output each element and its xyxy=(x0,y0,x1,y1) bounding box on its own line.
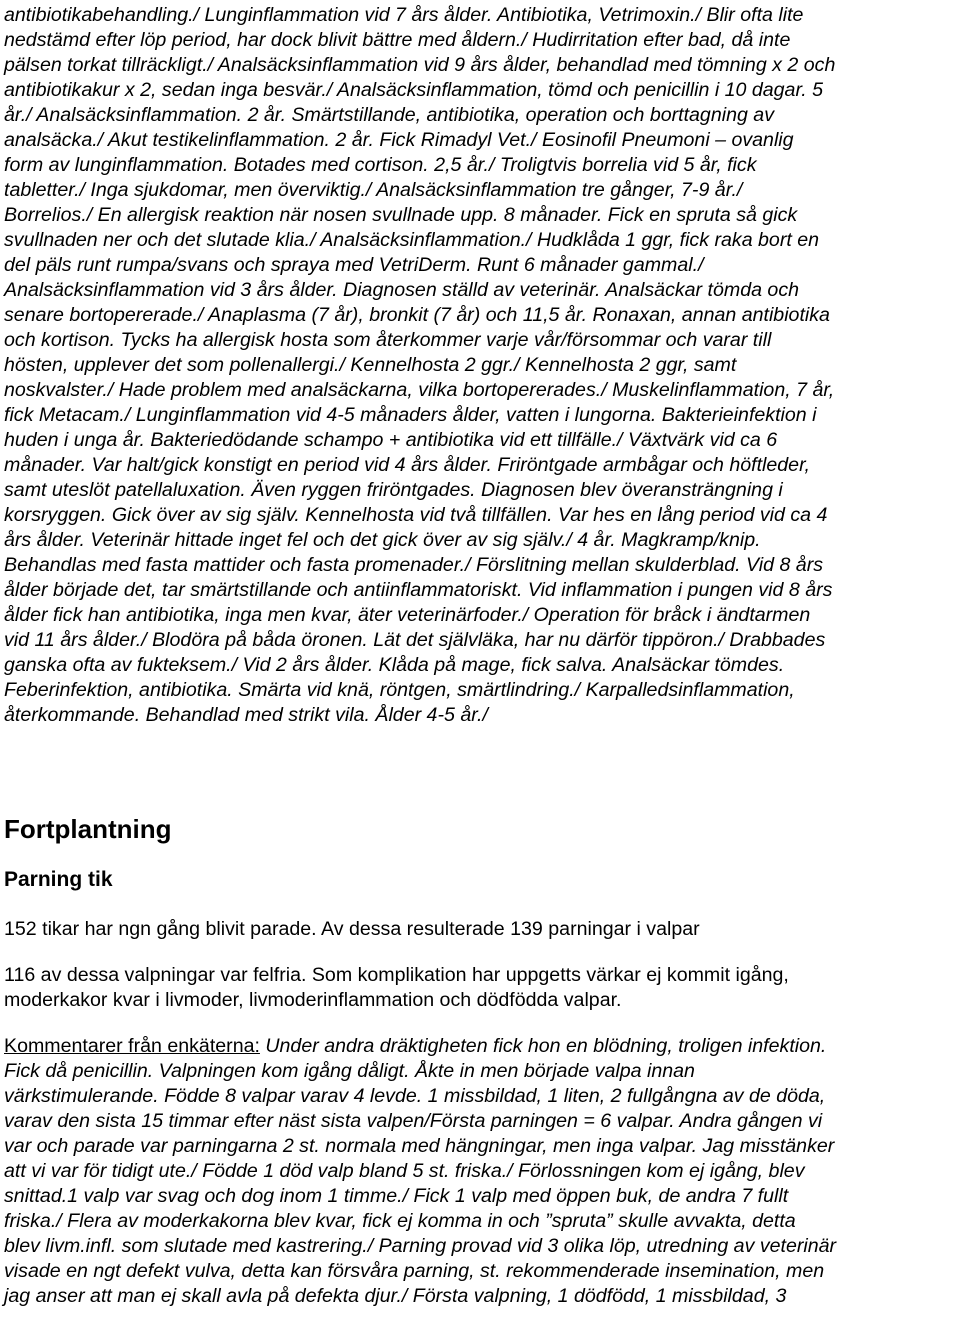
text-line: moderkakor kvar i livmoder, livmoderinflammation och dödfödda valpar. xyxy=(4,989,622,1011)
text-line: värkstimulerande. Födde 8 valpar varav 4 levde. 1 missbildad, 1 liten, 2 fullgångna av de döda, xyxy=(4,1085,826,1107)
text-line: samt uteslöt patellaluxation. Även ryggen friröntgades. Diagnosen blev överansträngning i xyxy=(4,479,783,501)
text-line: ganska ofta av fukteksem./ Vid 2 års ålder. Klåda på mage, fick salva. Analsäckar tömdes. xyxy=(4,654,785,676)
text-line: månader. Var halt/gick konstigt en period vid 4 års ålder. Friröntgade armbågar och höftleder, xyxy=(4,454,810,476)
text-line: noskvalster./ Hade problem med analsäckarna, vilka bortopererades./ Muskelinflammation, 7 år, xyxy=(4,379,835,401)
text-line: jag anser att man ej skall avla på defekta djur./ Första valpning, 1 dödfödd, 1 missbildad, 3 xyxy=(4,1285,787,1307)
text-line: och kortison. Tycks ha allergisk hosta som återkommer varje vår/försommar och varar till xyxy=(4,329,772,351)
text-line: ålder började det, tar smärtstillande och antiinflammatoriskt. Vid inflammation i pungen vid 8 års xyxy=(4,579,833,601)
text-line: pälsen torkat tillräckligt./ Analsäcksinflammation vid 9 års ålder, behandlad med tömning x 2 och xyxy=(4,54,836,76)
text-line: Fick då penicillin. Valpningen kom igång dåligt. Åkte in men började valpa innan xyxy=(4,1060,695,1082)
text-line: korsryggen. Gick över av sig själv. Kennelhosta vid två tillfällen. Var hes en lång period vid ca 4 xyxy=(4,504,828,526)
text-line: senare bortopererade./ Anaplasma (7 år), bronkit (7 år) och 11,5 år. Ronaxan, annan antibiotika xyxy=(4,304,830,326)
text-line: Behandlas med fasta mattider och fasta promenader./ Förslitning mellan skulderblad. Vid 8 års xyxy=(4,554,824,576)
text-line: år./ Analsäcksinflammation. 2 år. Smärtstillande, antibiotika, operation och borttagning av xyxy=(4,104,775,126)
text-line: svullnaden ner och det slutade klia./ Analsäcksinflammation./ Hudklåda 1 ggr, fick raka bort en xyxy=(4,229,820,251)
text-line: års ålder. Veterinär hittade inget fel och det gick över av sig själv./ 4 år. Magkramp/knip. xyxy=(4,529,761,551)
text-line: 116 av dessa valpningar var felfria. Som komplikation har uppgetts värkar ej kommit igång, xyxy=(4,964,789,986)
text-line: Borrelios./ En allergisk reaktion när nosen svullnade upp. 8 månader. Fick en spruta så gick xyxy=(4,204,798,226)
section-subtitle: Parning tik xyxy=(4,868,113,891)
text-line: analsäcka./ Akut testikelinflammation. 2 år. Fick Rimadyl Vet./ Eosinofil Pneumoni – ovanlig xyxy=(4,129,794,151)
text-line: återkommande. Behandlad med strikt vila. Ålder 4-5 år./ xyxy=(4,704,488,726)
text-line: att vi var för tidigt ute./ Födde 1 död valp bland 5 st. friska./ Förlossningen kom ej igång, blev xyxy=(4,1160,805,1182)
section-title: Fortplantning xyxy=(4,814,172,844)
text-line: vid 11 års ålder./ Blodöra på båda öronen. Lät det självläka, har nu därför tippöron./ Drabbades xyxy=(4,629,826,651)
text-line: fick Metacam./ Lunginflammation vid 4-5 månaders ålder, vatten i lungorna. Bakterieinfektion i xyxy=(4,404,817,426)
text-line: nedstämd efter löp period, har dock blivit bättre med åldern./ Hudirritation efter bad, då inte xyxy=(4,29,791,51)
text-line: antibiotikabehandling./ Lunginflammation vid 7 års ålder. Antibiotika, Vetrimoxin./ Blir ofta lite xyxy=(4,4,804,26)
comments-first-line xyxy=(4,1033,826,1059)
summary-paragraph: 152 tikar har ngn gång blivit parade. Av dessa resulterade 139 parningar i valpar xyxy=(4,918,700,940)
comments-label: Kommentarer från enkäterna: xyxy=(4,1035,260,1057)
text-line: del päls runt rumpa/svans och spraya med VetriDerm. Runt 6 månader gammal./ xyxy=(4,254,704,276)
text-line: visade en ngt defekt vulva, detta kan försvåra parning, st. rekommenderade insemination, men xyxy=(4,1260,825,1282)
text-line: friska./ Flera av moderkakorna blev kvar, fick ej komma in och ”spruta” skulle avvakta, detta xyxy=(4,1210,796,1232)
text-line: var och parade var parningarna 2 st. normala med hängningar, men inga valpar. Jag misstänker xyxy=(4,1135,835,1157)
text-line: ålder fick han antibiotika, inga men kvar, äter veterinärfoder./ Operation för bråck i ändtarmen xyxy=(4,604,811,626)
text-line: snittad.1 valp var svag och dog inom 1 timme./ Fick 1 valp med öppen buk, de andra 7 fullt xyxy=(4,1185,789,1207)
text-line: tabletter./ Inga sjukdomar, men överviktig./ Analsäcksinflammation tre gånger, 7-9 år./ xyxy=(4,179,743,201)
text-line: huden i unga år. Bakteriedödande schampo + antibiotika vid ett tillfälle./ Växtvärk vid ca 6 xyxy=(4,429,778,451)
text-line: Analsäcksinflammation vid 3 års ålder. Diagnosen ställd av veterinär. Analsäckar tömda och xyxy=(4,279,800,301)
text-line: blev livm.infl. som slutade med kastrering./ Parning provad vid 3 olika löp, utredning av veterinär xyxy=(4,1235,837,1257)
text-line: varav den sista 15 timmar efter näst sista valpen/Första parningen = 6 valpar. Andra gången vi xyxy=(4,1110,823,1132)
text-line: form av lunginflammation. Botades med cortison. 2,5 år./ Troligtvis borrelia vid 5 år, fick xyxy=(4,154,757,176)
text-line: Feberinfektion, antibiotika. Smärta vid knä, röntgen, smärtlindring./ Karpalledsinflammation, xyxy=(4,679,795,701)
comments-text: Under andra dräktigheten fick hon en blödning, troligen infektion. xyxy=(259,1035,827,1057)
text-line: hösten, upplever det som pollenallergi./ Kennelhosta 2 ggr./ Kennelhosta 2 ggr, samt xyxy=(4,354,737,376)
text-line: antibiotikakur x 2, sedan inga besvär./ Analsäcksinflammation, tömd och penicillin i 10 dagar. 5 xyxy=(4,79,824,101)
